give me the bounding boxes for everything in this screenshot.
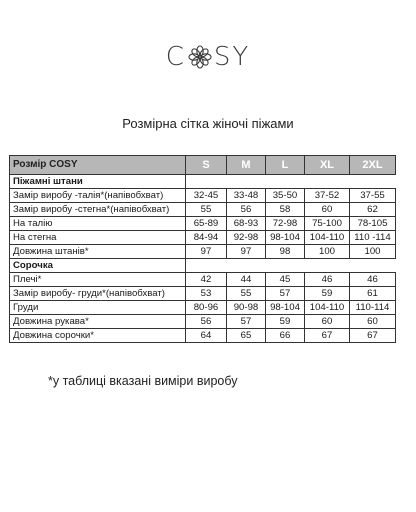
- row-label: Замір виробу -стегна*(напівобхват): [10, 203, 186, 217]
- table-cell: 60: [350, 315, 396, 329]
- table-cell: 45: [266, 273, 305, 287]
- header-size-l: L: [266, 156, 305, 175]
- table-cell: 57: [227, 315, 266, 329]
- table-row: [10, 315, 396, 329]
- logo-letters-sy: SY: [213, 42, 251, 72]
- table-cell: 84-94: [186, 231, 227, 245]
- row-label: Довжина рукава*: [10, 315, 186, 329]
- section-row-shirt: [10, 259, 396, 273]
- table-cell: 58: [266, 203, 305, 217]
- table-cell: 97: [227, 245, 266, 259]
- table-cell: 61: [350, 287, 396, 301]
- table-cell: 59: [305, 287, 350, 301]
- table-cell: 44: [227, 273, 266, 287]
- row-label: На талію: [10, 217, 186, 231]
- header-size-s: S: [186, 156, 227, 175]
- page-title: Розмірна сітка жіночі піжами: [122, 116, 294, 131]
- table-cell: 75-100: [305, 217, 350, 231]
- section-title-pants: Піжамні штани: [10, 175, 186, 189]
- section-row-pants: [10, 175, 396, 189]
- table-cell: 42: [186, 273, 227, 287]
- table-cell: 65: [227, 329, 266, 343]
- table-cell: 57: [266, 287, 305, 301]
- row-label: На стегна: [10, 231, 186, 245]
- table-cell: 104-110: [305, 231, 350, 245]
- table-cell: 80-96: [186, 301, 227, 315]
- table-row: [10, 231, 396, 245]
- table-cell: 98-104: [266, 301, 305, 315]
- table-cell: 32-45: [186, 189, 227, 203]
- table-cell: 110-114: [350, 301, 396, 315]
- table-row: [10, 287, 396, 301]
- table-cell: 97: [186, 245, 227, 259]
- table-cell: 35-50: [266, 189, 305, 203]
- table-cell: 46: [350, 273, 396, 287]
- table-cell: 92-98: [227, 231, 266, 245]
- header-size-2xl: 2XL: [350, 156, 396, 175]
- section-title-shirt: Сорочка: [10, 259, 186, 273]
- cosy-logo: [0, 40, 416, 74]
- table-cell: 64: [186, 329, 227, 343]
- table-cell: 37-52: [305, 189, 350, 203]
- header-size-label: Розмір COSY: [10, 156, 186, 175]
- table-cell: 78-105: [350, 217, 396, 231]
- table-cell: 59: [266, 315, 305, 329]
- table-cell: 55: [186, 203, 227, 217]
- row-label: Довжина штанів*: [10, 245, 186, 259]
- section-spacer: [186, 175, 396, 189]
- table-cell: 55: [227, 287, 266, 301]
- table-cell: 98: [266, 245, 305, 259]
- table-cell: 110 -114: [350, 231, 396, 245]
- table-cell: 46: [305, 273, 350, 287]
- table-cell: 60: [305, 315, 350, 329]
- row-label: Плечі*: [10, 273, 186, 287]
- table-cell: 100: [305, 245, 350, 259]
- table-row: [10, 245, 396, 259]
- table-cell: 53: [186, 287, 227, 301]
- table-cell: 67: [350, 329, 396, 343]
- header-size-m: M: [227, 156, 266, 175]
- table-header-row: [10, 156, 396, 175]
- table-cell: 33-48: [227, 189, 266, 203]
- table-cell: 56: [186, 315, 227, 329]
- table-cell: 100: [350, 245, 396, 259]
- row-label: Груди: [10, 301, 186, 315]
- table-cell: 67: [305, 329, 350, 343]
- logo-letter-c: C: [165, 42, 186, 72]
- footnote: *у таблиці вказані виміри виробу: [48, 374, 238, 388]
- flower-icon: [187, 44, 213, 70]
- table-row: [10, 189, 396, 203]
- table-row: [10, 203, 396, 217]
- table-cell: 72-98: [266, 217, 305, 231]
- table-cell: 68-93: [227, 217, 266, 231]
- table-row: [10, 329, 396, 343]
- table-cell: 66: [266, 329, 305, 343]
- row-label: Замір виробу -талія*(напівобхват): [10, 189, 186, 203]
- table-cell: 37-55: [350, 189, 396, 203]
- header-size-xl: XL: [305, 156, 350, 175]
- table-cell: 98-104: [266, 231, 305, 245]
- size-chart-table: [9, 155, 396, 343]
- table-cell: 65-89: [186, 217, 227, 231]
- table-cell: 62: [350, 203, 396, 217]
- table-cell: 56: [227, 203, 266, 217]
- table-row: [10, 301, 396, 315]
- table-cell: 60: [305, 203, 350, 217]
- table-cell: 90-98: [227, 301, 266, 315]
- table-row: [10, 217, 396, 231]
- section-spacer: [186, 259, 396, 273]
- row-label: Замір виробу- груди*(напівобхват): [10, 287, 186, 301]
- table-row: [10, 273, 396, 287]
- table-cell: 104-110: [305, 301, 350, 315]
- row-label: Довжина сорочки*: [10, 329, 186, 343]
